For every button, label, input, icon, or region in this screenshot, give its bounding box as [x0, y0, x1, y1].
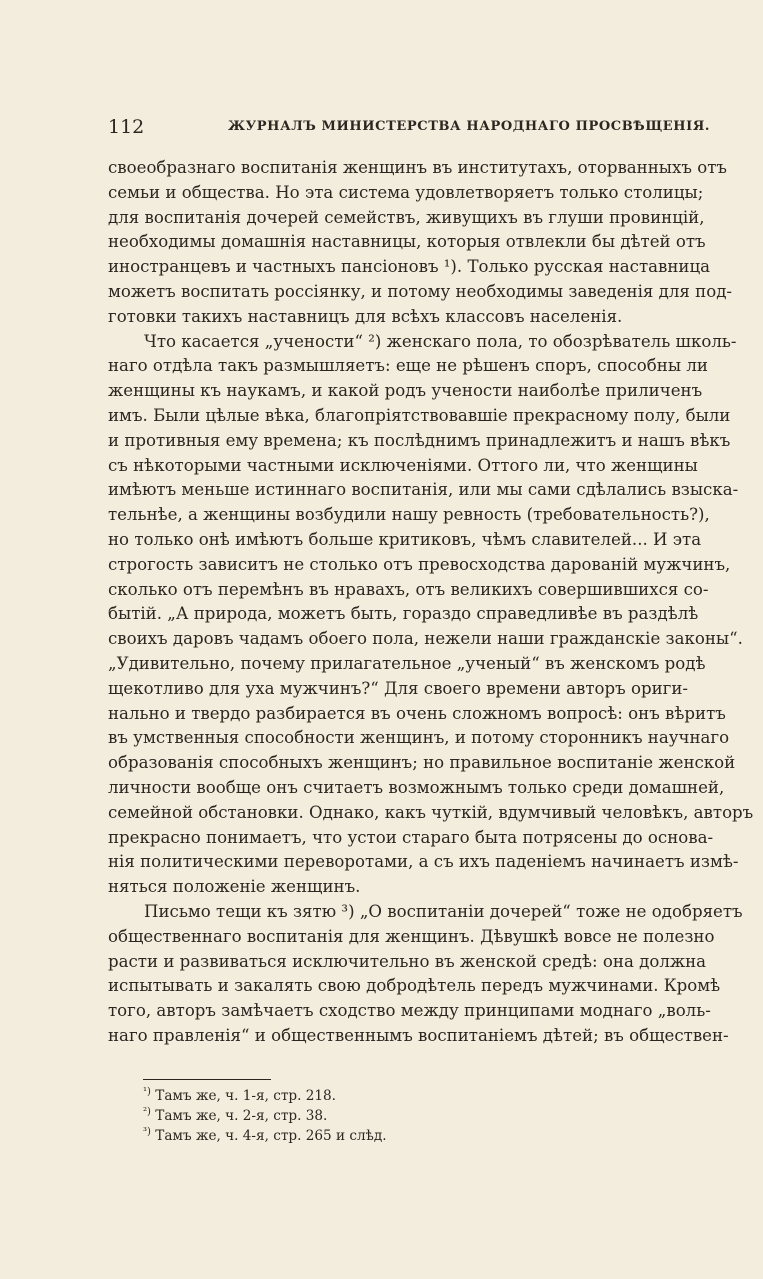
footnote — [143, 1106, 643, 1126]
text-line: своихъ даровъ чадамъ обоего пола, нежели наши гражданскіе законы“. — [108, 629, 743, 649]
text-line: нально и твердо разбирается въ очень сложномъ вопросѣ: онъ вѣритъ — [108, 703, 726, 723]
page-number: 112 — [108, 116, 145, 138]
text-line: можетъ воспитать россіянку, и потому необходимы заведенія для под- — [108, 281, 733, 301]
text-line: иностранцевъ и частныхъ пансіоновъ ¹). Только русская наставница — [108, 257, 711, 277]
text-line: прекрасно понимаетъ, что устои стараго быта потрясены до основа- — [108, 827, 714, 847]
footnote — [143, 1086, 643, 1106]
footnote-text: Тамъ же, ч. 4-я, стр. 265 и слѣд. — [155, 1128, 387, 1144]
text-line: няться положеніе женщинъ. — [108, 877, 361, 897]
footnote — [143, 1126, 643, 1146]
footnote-mark: ¹) — [143, 1086, 151, 1098]
footnote-rule — [143, 1079, 271, 1080]
text-line: Письмо тещи къ зятю ³) „О воспитаніи дочерей“ тоже не одобряетъ — [144, 901, 743, 921]
footnotes — [143, 1086, 643, 1146]
running-title: ЖУРНАЛЪ МИНИСТЕРСТВА НАРОДНАГО ПРОСВѢЩЕНІЯ. — [228, 119, 711, 134]
footnote-text: Тамъ же, ч. 2-я, стр. 38. — [155, 1108, 328, 1124]
footnote-mark: ³) — [143, 1126, 151, 1138]
text-line: имѣютъ меньше истиннаго воспитанія, или мы сами сдѣлались взыска- — [108, 480, 739, 500]
footnote-mark: ²) — [143, 1106, 151, 1118]
text-line: щекотливо для уха мужчинъ?“ Для своего времени авторъ ориги- — [108, 678, 689, 698]
text-line: наго правленія“ и общественнымъ воспитаніемъ дѣтей; въ обществен- — [108, 1025, 729, 1045]
text-line: строгость зависитъ не столько отъ превосходства дарованій мужчинъ, — [108, 554, 731, 574]
text-line: для воспитанія дочерей семействъ, живущихъ въ глуши провинцій, — [108, 207, 705, 227]
body-text — [108, 156, 754, 1049]
text-line: того, авторъ замѣчаетъ сходство между принципами моднаго „воль- — [108, 1001, 711, 1021]
text-line: бытій. „А природа, можетъ быть, гораздо справедливѣе въ раздѣлѣ — [108, 604, 699, 624]
footnote-text: Тамъ же, ч. 1-я, стр. 218. — [155, 1088, 336, 1104]
text-line: тельнѣе, а женщины возбудили нашу ревность (требовательность?), — [108, 505, 710, 525]
page-header — [108, 116, 711, 140]
text-line: семьи и общества. Но эта система удовлетворяетъ только столицы; — [108, 182, 704, 202]
text-line: расти и развиваться исключительно въ женской средѣ: она должна — [108, 951, 707, 971]
text-line: своеобразнаго воспитанія женщинъ въ институтахъ, оторванныхъ отъ — [108, 158, 727, 177]
text-line: съ нѣкоторыми частными исключеніями. Оттого ли, что женщины — [108, 455, 698, 475]
text-line: готовки такихъ наставницъ для всѣхъ классовъ населенія. — [108, 306, 623, 326]
text-line: сколько отъ перемѣнъ въ нравахъ, отъ великихъ совершившихся со- — [108, 579, 709, 599]
text-line: семейной обстановки. Однако, какъ чуткій, вдумчивый человѣкъ, авторъ — [108, 802, 754, 822]
text-line: общественнаго воспитанія для женщинъ. Дѣвушкѣ вовсе не полезно — [108, 926, 715, 946]
text-line: имъ. Были цѣлые вѣка, благопріятствовавшіе прекрасному полу, были — [108, 405, 731, 425]
text-line: и противныя ему времена; къ послѣднимъ принадлежитъ и нашъ вѣкъ — [108, 430, 731, 450]
text-line: образованія способныхъ женщинъ; но правильное воспитаніе женской — [108, 753, 736, 773]
text-line: „Удивительно, почему прилагательное „ученый“ въ женскомъ родѣ — [108, 653, 706, 673]
text-line: женщины къ наукамъ, и какой родъ учености наиболѣе приличенъ — [108, 381, 703, 401]
text-line: нія политическими переворотами, а съ ихъ паденіемъ начинаетъ измѣ- — [108, 852, 739, 872]
text-line: необходимы домашнія наставницы, которыя отвлекли бы дѣтей отъ — [108, 232, 706, 252]
text-line: испытывать и закалять свою добродѣтель передъ мужчинами. Кромѣ — [108, 976, 721, 996]
text-line: наго отдѣла такъ размышляетъ: еще не рѣшенъ споръ, способны ли — [108, 356, 708, 376]
text-line: но только онѣ имѣютъ больше критиковъ, чѣмъ славителей... И эта — [108, 529, 702, 549]
text-line: Что касается „учености“ ²) женскаго пола, то обозрѣватель школь- — [144, 331, 737, 351]
text-line: въ умственныя способности женщинъ, и потому сторонникъ научнаго — [108, 728, 730, 748]
text-line: личности вообще онъ считаетъ возможнымъ только среди домашней, — [108, 777, 725, 797]
